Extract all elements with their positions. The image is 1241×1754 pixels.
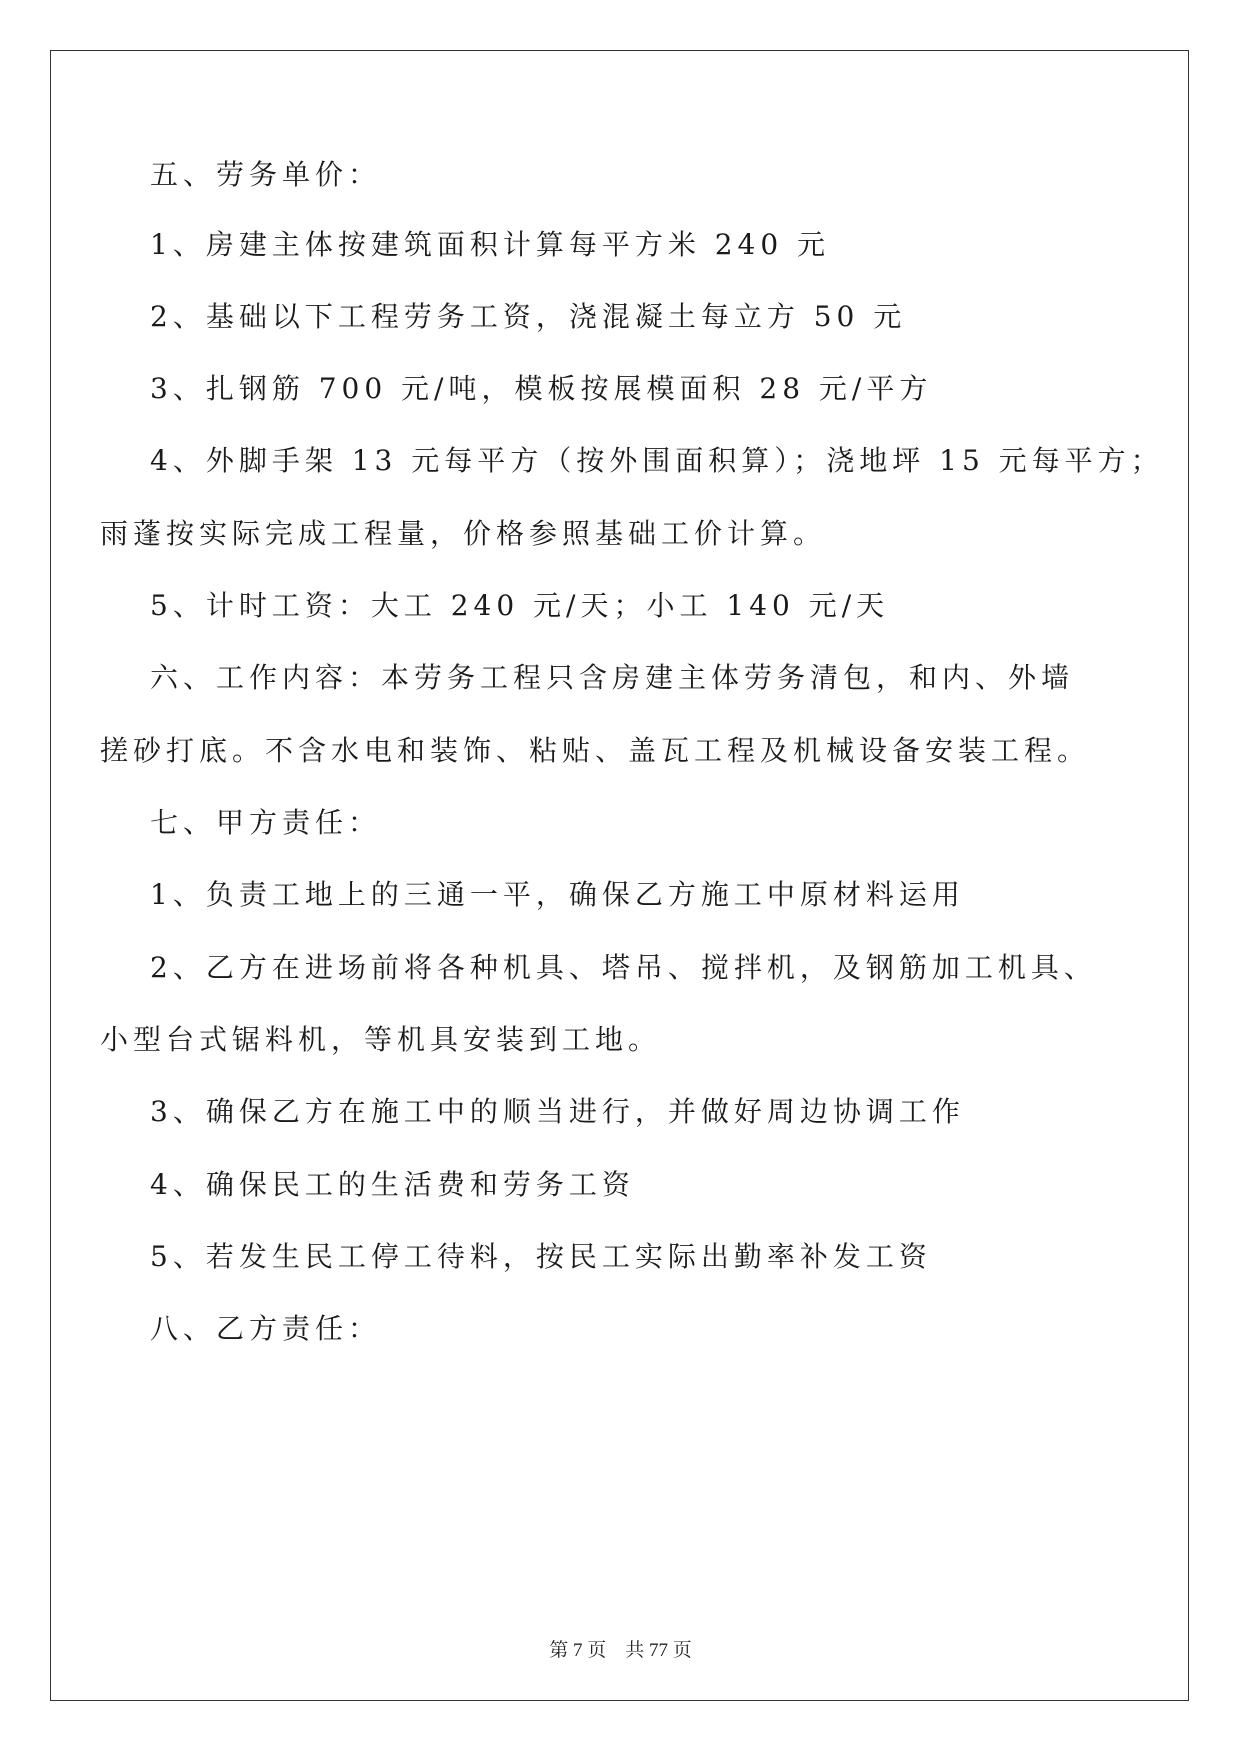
- paragraph: 4、确保民工的生活费和劳务工资: [150, 1168, 635, 1201]
- paragraph-continuation: 雨蓬按实际完成工程量，价格参照基础工价计算。: [100, 517, 827, 550]
- paragraph: 3、确保乙方在施工中的顺当进行，并做好周边协调工作: [150, 1095, 965, 1128]
- page-number-footer: 第 7 页 共 77 页: [549, 1640, 692, 1661]
- paragraph: 3、扎钢筋 700 元/吨，模板按展模面积 28 元/平方: [150, 372, 933, 405]
- paragraph: 4、外脚手架 13 元每平方（按外围面积算）；浇地坪 15 元每平方；: [150, 444, 1164, 477]
- section-heading-6: 六、工作内容：本劳务工程只含房建主体劳务清包，和内、外墙: [150, 661, 1075, 694]
- paragraph-continuation: 小型台式锯料机，等机具安装到工地。: [100, 1023, 662, 1056]
- paragraph: 1、负责工地上的三通一平，确保乙方施工中原材料运用: [150, 878, 965, 911]
- paragraph: 5、若发生民工停工待料，按民工实际出勤率补发工资: [150, 1240, 932, 1273]
- section-heading-5: 五、劳务单价：: [150, 158, 382, 191]
- paragraph-continuation: 搓砂打底。不含水电和装饰、粘贴、盖瓦工程及机械设备安装工程。: [100, 734, 1091, 767]
- section-heading-7: 七、甲方责任：: [150, 806, 382, 839]
- paragraph: 2、乙方在进场前将各种机具、塔吊、搅拌机，及钢筋加工机具、: [150, 951, 1097, 984]
- paragraph: 1、房建主体按建筑面积计算每平方米 240 元: [150, 228, 831, 261]
- paragraph: 2、基础以下工程劳务工资，浇混凝土每立方 50 元: [150, 300, 907, 333]
- paragraph: 5、计时工资：大工 240 元/天；小工 140 元/天: [150, 589, 890, 622]
- section-heading-8: 八、乙方责任：: [150, 1312, 382, 1345]
